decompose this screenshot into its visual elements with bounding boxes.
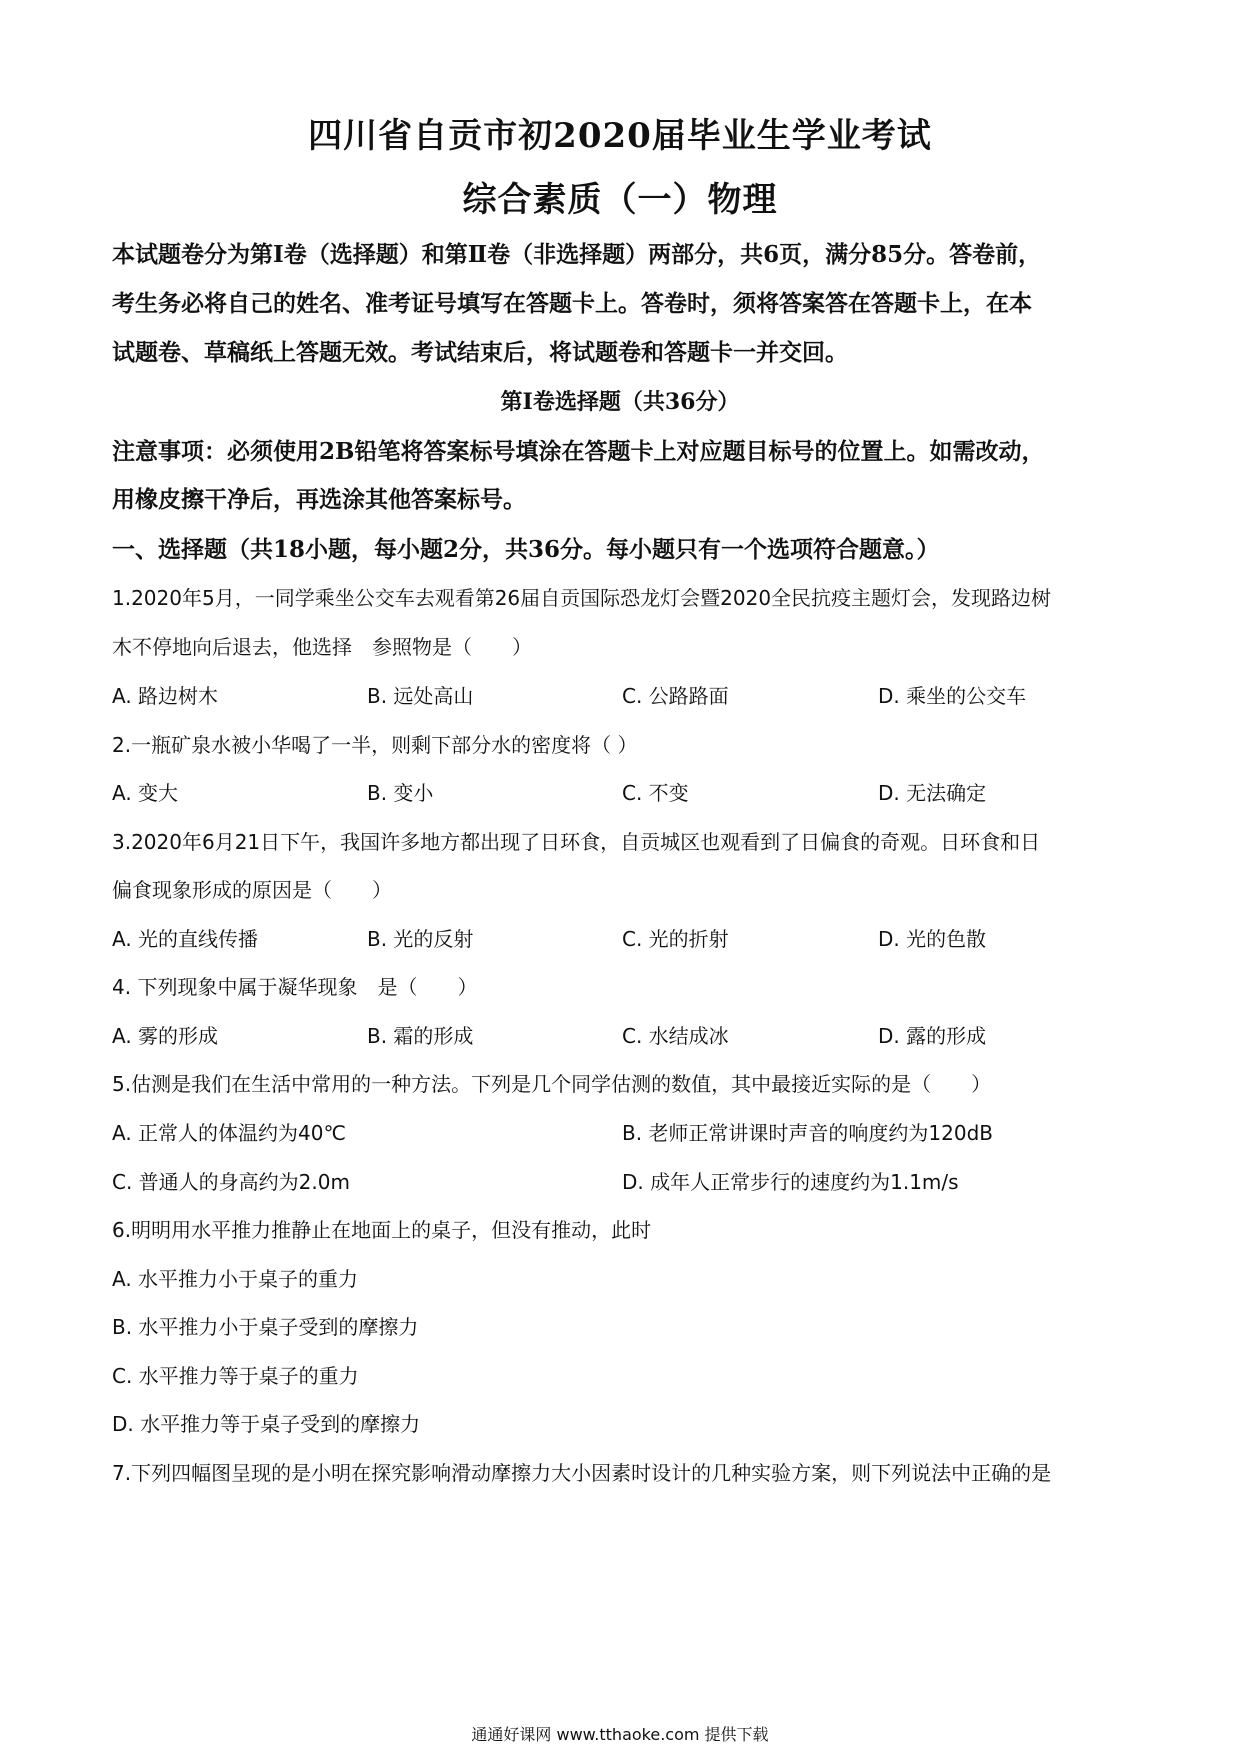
q3-option-a: A. 光的直线传播 (112, 927, 259, 951)
q2-option-b: B. 变小 (367, 781, 434, 805)
q2-option-d: D. 无法确定 (878, 781, 987, 805)
q3-option-d: D. 光的色散 (878, 927, 987, 951)
intro-line: 本试题卷分为第Ⅰ卷（选择题）和第Ⅱ卷（非选择题）两部分，共6页，满分85分。答卷前， (112, 241, 1042, 268)
question-2-line: 2.一瓶矿泉水被小华喝了一半，则剩下部分水的密度将（ ） (112, 733, 638, 757)
part-title: 一、选择题（共18小题，每小题2分，共36分。每小题只有一个选项符合题意。） (112, 536, 940, 563)
exam-subtitle: 综合素质（一）物理 (462, 180, 778, 220)
question-1-line: 1.2020年5月，一同学乘坐公交车去观看第26届自贡国际恐龙灯会暨2020全民抗疫主题灯会，发现路边树 (112, 586, 1052, 610)
q6-option-c: C. 水平推力等于桌子的重力 (112, 1364, 359, 1388)
exam-title: 四川省自贡市初2020届毕业生学业考试 (308, 116, 932, 156)
question-4-line: 4. 下列现象中属于凝华现象 是（ ） (112, 975, 478, 999)
section-title: 第Ⅰ卷选择题（共36分） (500, 389, 740, 415)
q5-option-d: D. 成年人正常步行的速度约为1.1m/s (622, 1170, 959, 1194)
question-5-line: 5.估测是我们在生活中常用的一种方法。下列是几个同学估测的数值，其中最接近实际的是（ ） (112, 1072, 992, 1096)
q1-option-c: C. 公路路面 (622, 684, 729, 708)
question-6-line: 6.明明用水平推力推静止在地面上的桌子，但没有推动，此时 (112, 1218, 652, 1242)
q6-option-a: A. 水平推力小于桌子的重力 (112, 1267, 359, 1291)
q5-option-a: A. 正常人的体温约为40℃ (112, 1121, 346, 1145)
question-3-line: 3.2020年6月21日下午，我国许多地方都出现了日环食，自贡城区也观看到了日偏食的奇观。日环食和日 (112, 830, 1041, 854)
q2-option-c: C. 不变 (622, 781, 689, 805)
q1-option-a: A. 路边树木 (112, 684, 219, 708)
q2-option-a: A. 变大 (112, 781, 179, 805)
q4-option-d: D. 露的形成 (878, 1024, 987, 1048)
question-3-line: 偏食现象形成的原因是（ ） (112, 878, 392, 902)
question-1-line: 木不停地向后退去，他选择 参照物是（ ） (112, 635, 532, 659)
q4-option-a: A. 雾的形成 (112, 1024, 219, 1048)
question-7-line: 7.下列四幅图呈现的是小明在探究影响滑动摩擦力大小因素时设计的几种实验方案，则下列说法中正确的是 (112, 1461, 1052, 1485)
q6-option-b: B. 水平推力小于桌子受到的摩擦力 (112, 1315, 419, 1339)
q5-option-b: B. 老师正常讲课时声音的响度约为120dB (622, 1121, 994, 1145)
q3-option-b: B. 光的反射 (367, 927, 474, 951)
q1-option-d: D. 乘坐的公交车 (878, 684, 1027, 708)
page-footer: 通通好课网 www.tthaoke.com 提供下载 (471, 1725, 769, 1744)
q1-option-b: B. 远处高山 (367, 684, 474, 708)
notice-line: 用橡皮擦干净后，再选涂其他答案标号。 (112, 486, 526, 513)
notice-line: 注意事项：必须使用2B铅笔将答案标号填涂在答题卡上对应题目标号的位置上。如需改动， (112, 438, 1045, 465)
q4-option-c: C. 水结成冰 (622, 1024, 729, 1048)
intro-line: 考生务必将自己的姓名、准考证号填写在答题卡上。答卷时，须将答案答在答题卡上，在本 (112, 290, 1032, 317)
q3-option-c: C. 光的折射 (622, 927, 729, 951)
intro-line: 试题卷、草稿纸上答题无效。考试结束后，将试题卷和答题卡一并交回。 (112, 339, 848, 366)
q4-option-b: B. 霜的形成 (367, 1024, 474, 1048)
q6-option-d: D. 水平推力等于桌子受到的摩擦力 (112, 1412, 421, 1436)
q5-option-c: C. 普通人的身高约为2.0m (112, 1170, 350, 1194)
